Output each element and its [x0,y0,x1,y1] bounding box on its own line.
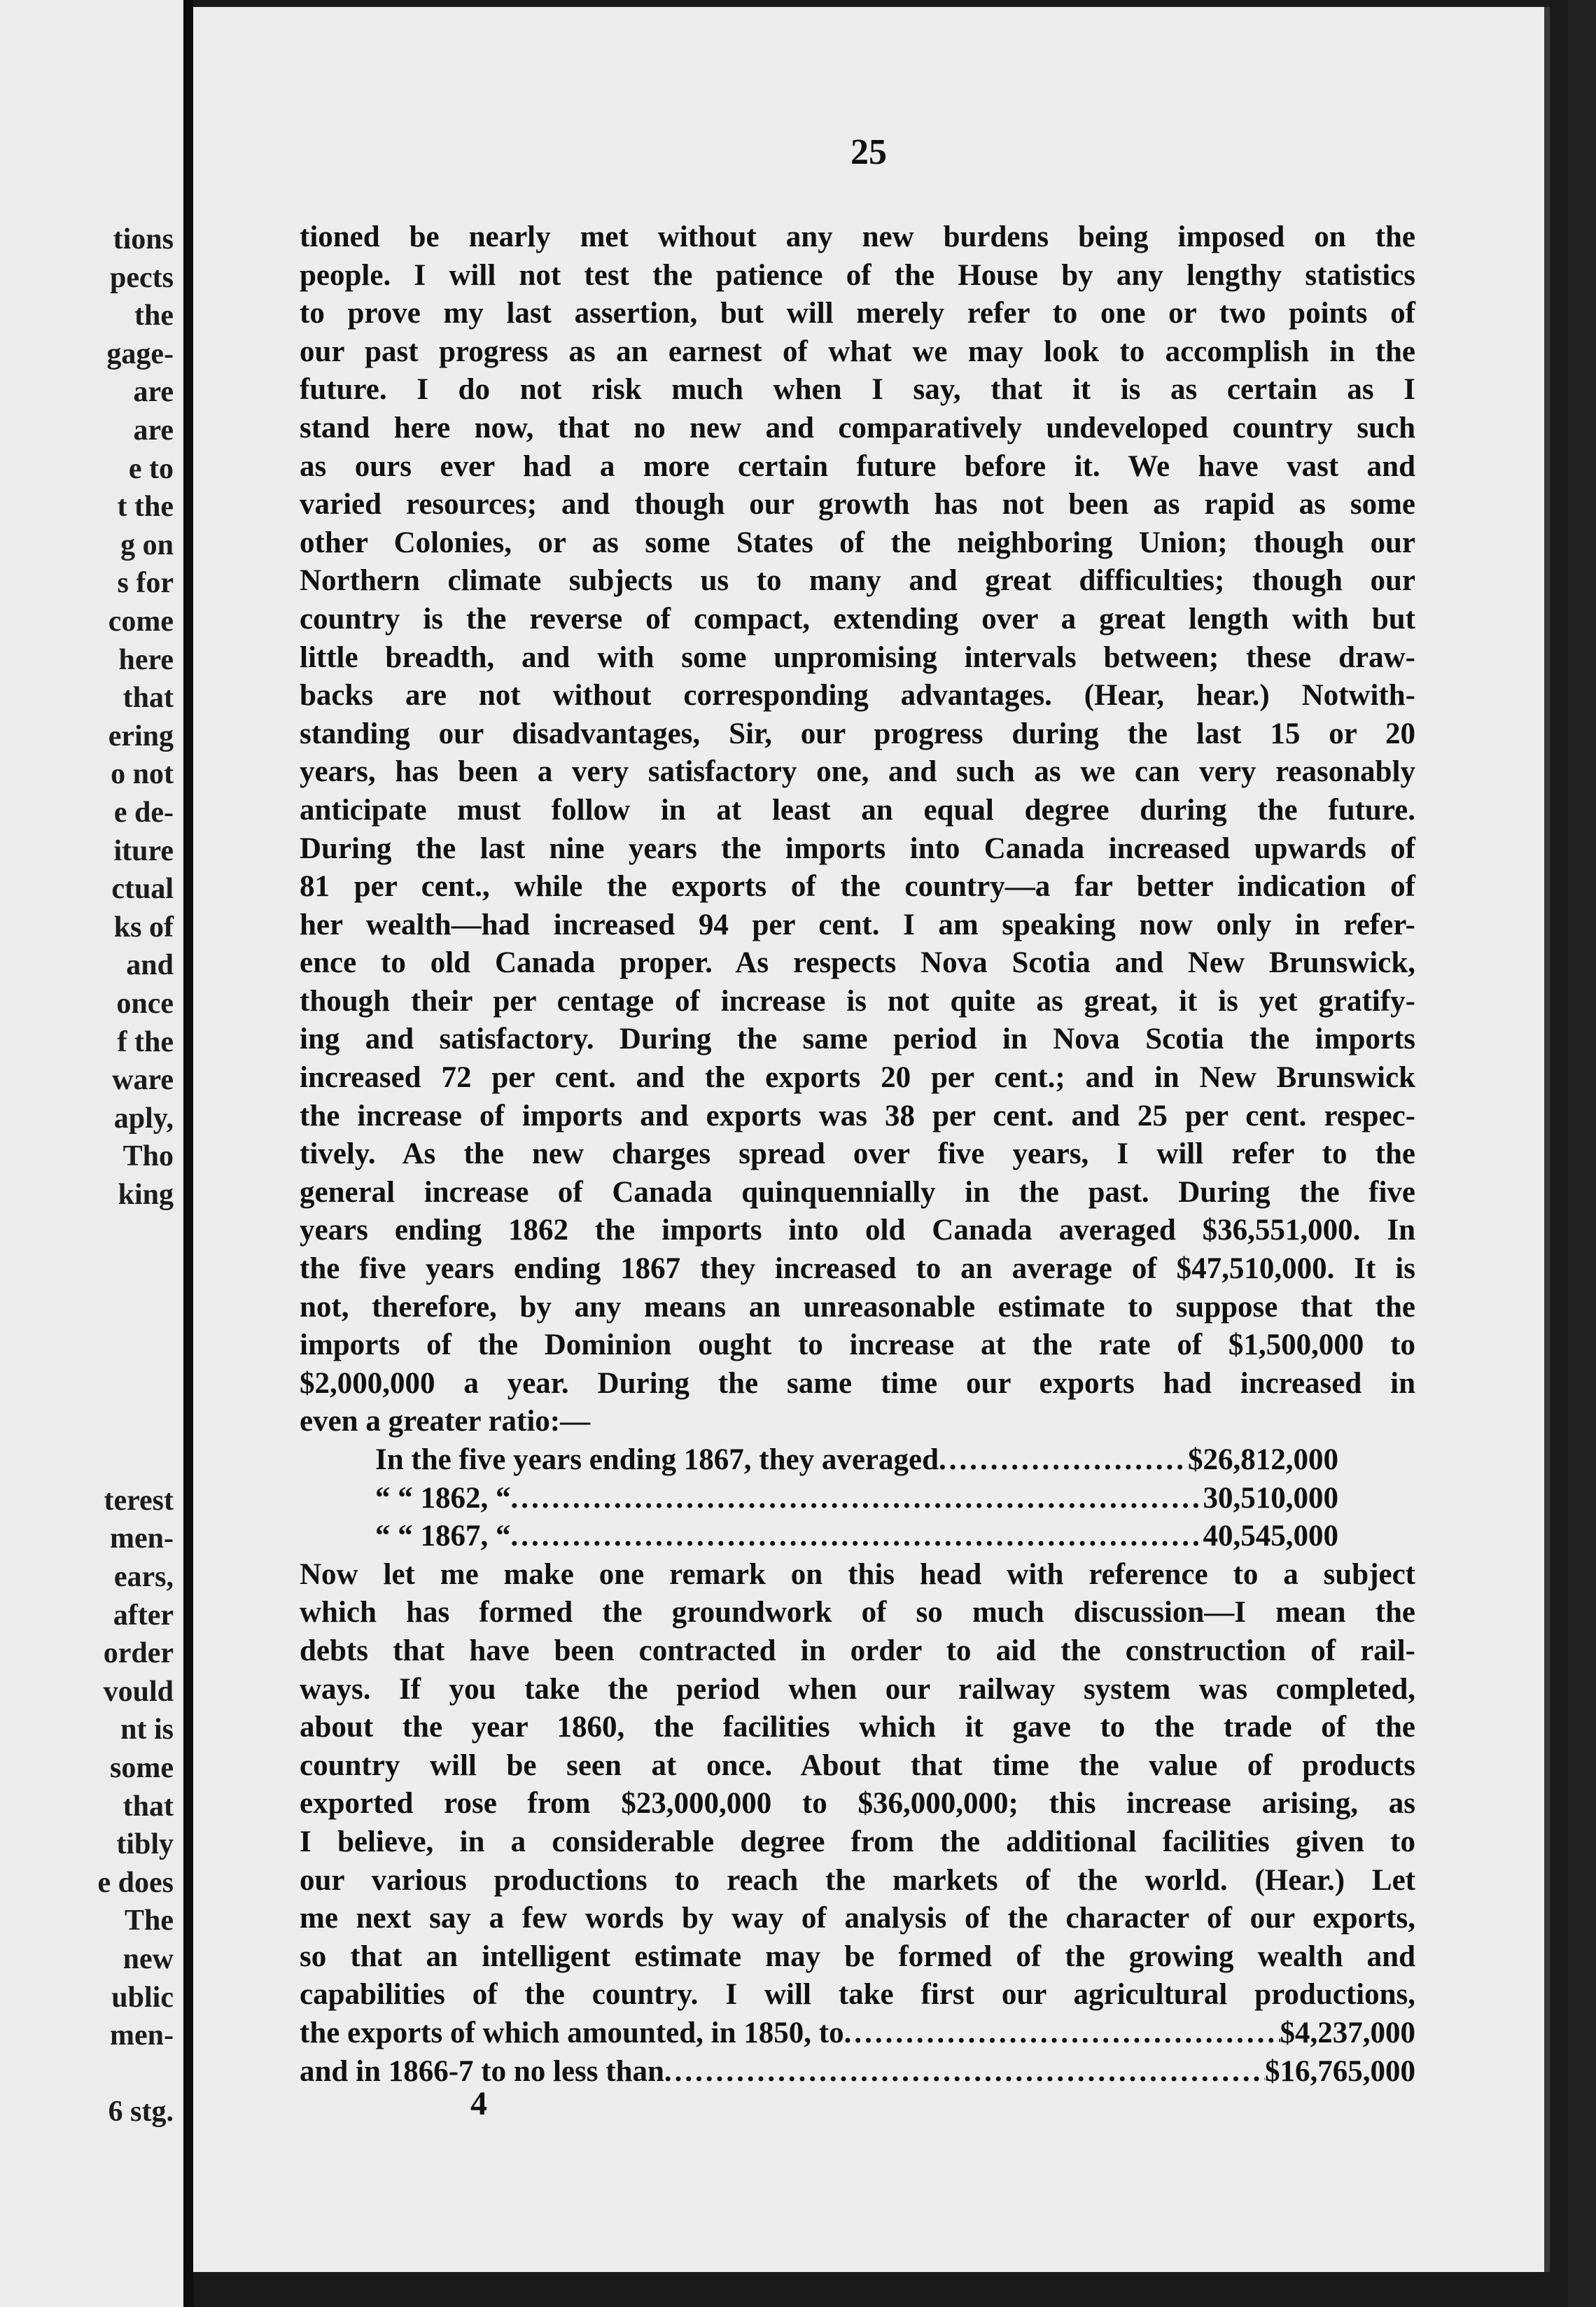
text-line: which has formed the groundwork of so much discussion—I mean the [300,1596,1415,1629]
text-line: Northern climate subjects us to many and great difficulties; though our [300,564,1415,598]
text-line: standing our disadvantages, Sir, our progress during the last 15 or 20 [300,717,1415,750]
left-page-line: o not [111,758,174,791]
leader-dots [939,1441,1188,1480]
left-page-line: and [126,949,174,982]
left-page-line: ctual [111,873,174,906]
ledger-label: and in 1866-7 to no less than [300,2054,664,2088]
left-page-line: terest [104,1484,174,1517]
ledger-amount: $16,765,000 [1265,2054,1415,2088]
text-line: me next say a few words by way of analysis of the character of our exports, [300,1902,1415,1935]
text-line: ways. If you take the period when our railway system was completed, [300,1672,1415,1706]
text-line: our various productions to reach the markets of the world. (Hear.) Let [300,1863,1415,1897]
left-page-line: ks of [113,911,174,944]
text-line: anticipate must follow in at least an equal degree during the future. [300,793,1415,827]
signature-mark: 4 [470,2085,487,2122]
left-page-line: are [133,414,174,447]
book-gutter [183,0,193,2307]
left-page-line: ware [112,1064,174,1097]
text-line: future. I do not risk much when I say, that it is as certain as I [300,373,1415,407]
ledger-amount: 40,545,000 [1203,1520,1338,1553]
ledger-amount: $4,237,000 [1280,2016,1415,2049]
text-line: our past progress as an earnest of what we may look to accomplish in the [300,335,1415,368]
text-line: to prove my last assertion, but will merely refer to one or two points of [300,297,1415,330]
left-page-line: ublic [111,1981,174,2014]
text-line: 81 per cent., while the exports of the country—a far better indication of [300,870,1415,904]
left-page-line: The [124,1905,174,1937]
left-page-line: here [118,643,174,676]
text-line: varied resources; and though our growth has not been as rapid as some [300,488,1415,521]
left-page-line: s for [117,567,174,600]
text-line: I believe, in a considerable degree from the additional facilities given to [300,1825,1415,1858]
left-page-line: e de- [113,797,174,829]
text-line: tively. As the new charges spread over five years, I will refer to the [300,1137,1415,1171]
text-line: Now let me make one remark on this head with reference to a subject [300,1557,1415,1591]
text-line: debts that have been contracted in order to aid the construction of rail- [300,1634,1415,1667]
text-line: years ending 1862 the imports into old Canada averaged $36,551,000. In [300,1214,1415,1247]
left-page-line: come [108,605,174,638]
text-line: tioned be nearly met without any new burdens being imposed on the [300,220,1415,253]
ledger-row [300,1517,1415,1556]
left-page-line: Tho [122,1140,174,1173]
text-line: about the year 1860, the facilities which it gave to the trade of the [300,1711,1415,1744]
page-number: 25 [850,132,887,172]
ledger-row [300,1480,1415,1518]
text-line: capabilities of the country. I will take first our agricultural productions, [300,1978,1415,2012]
ledger-row [300,2014,1415,2053]
text-line: the increase of imports and exports was 38 per cent. and 25 per cent. respec- [300,1099,1415,1133]
ledger-amount: $26,812,000 [1188,1443,1338,1476]
leader-dots [511,1480,1203,1518]
left-page-line: tibly [116,1828,174,1861]
ledger-label: “ “ 1862, “ [375,1481,511,1515]
left-page-line: iture [113,834,174,867]
left-page-line: g on [120,528,174,561]
left-page-line: tions [113,223,174,255]
left-page-line: men- [110,2019,174,2052]
left-page-line: that [122,682,174,715]
left-page-line: order [103,1637,174,1670]
leader-dots [511,1517,1203,1556]
paragraph-1 [300,218,1415,1441]
text-line: ing and satisfactory. During the same period in Nova Scotia the imports [300,1023,1415,1056]
left-page-line: gage- [106,337,174,370]
paragraph-2 [300,1556,1415,2014]
left-page-line: e to [128,452,174,485]
left-page-line: some [110,1752,174,1784]
text-line: country is the reverse of compact, extending over a great length with but [300,602,1415,636]
leader-dots [844,2014,1280,2053]
ledger-label: the exports of which amounted, in 1850, to [300,2016,844,2049]
text-line: general increase of Canada quinquennially in the past. During the five [300,1175,1415,1209]
left-page-line: aply, [113,1102,174,1135]
ledger-row [300,1441,1415,1480]
agricultural-exports-table [300,2014,1415,2091]
text-line: so that an intelligent estimate may be formed of the growing wealth and [300,1940,1415,1973]
text-line: people. I will not test the patience of the House by any lengthy statistics [300,258,1415,292]
text-line: the five years ending 1867 they increased to an average of $47,510,000. It is [300,1252,1415,1286]
text-line: years, has been a very satisfactory one, and such as we can very reasonably [300,755,1415,789]
left-page-line: once [116,988,174,1020]
text-line: other Colonies, or as some States of the neighboring Union; though our [300,526,1415,559]
text-line: ence to old Canada proper. As respects Nova Scotia and New Brunswick, [300,946,1415,980]
text-line: exported rose from $23,000,000 to $36,000,000; this increase arising, as [300,1787,1415,1821]
left-page-line: f the [117,1025,174,1058]
text-line: backs are not without corresponding advantages. (Hear, hear.) Notwith- [300,679,1415,713]
left-page-line: 6 stg. [108,2096,174,2129]
text-line: imports of the Dominion ought to increase at the rate of $1,500,000 to [300,1328,1415,1362]
ledger-label: In the five years ending 1867, they averaged [375,1443,939,1476]
text-line: as ours ever had a more certain future before it. We have vast and [300,449,1415,483]
ledger-label: “ “ 1867, “ [375,1520,511,1553]
left-page-line: king [118,1179,174,1211]
left-page-line: the [134,300,174,332]
left-page-line: nt is [120,1713,174,1746]
leader-dots [664,2053,1265,2091]
left-page-line: after [113,1599,174,1632]
text-line: even a greater ratio:— [300,1405,591,1438]
left-page-line: ears, [113,1561,174,1593]
left-page-line: e does [97,1866,174,1899]
page-edge [1568,0,1596,2307]
left-page-line: men- [110,1522,174,1555]
text-line: though their per centage of increase is not quite as great, it is yet gratify- [300,984,1415,1018]
left-page-line: are [133,376,174,409]
text-line: During the last nine years the imports into Canada increased upwards of [300,832,1415,865]
right-page [193,7,1550,2272]
text-line: stand here now, that no new and comparatively undeveloped country such [300,411,1415,444]
left-page-line: t the [117,491,174,524]
left-page-line: ering [108,720,174,752]
left-page [0,0,188,2307]
body-text [300,218,1415,2091]
left-page-line: new [122,1943,174,1975]
text-line: country will be seen at once. About that time the value of products [300,1748,1415,1782]
exports-table [300,1441,1415,1556]
text-line: not, therefore, by any means an unreasonable estimate to suppose that the [300,1290,1415,1324]
text-line: increased 72 per cent. and the exports 20 per cent.; and in New Brunswick [300,1061,1415,1095]
text-line: $2,000,000 a year. During the same time our exports had increased in [300,1366,1415,1400]
left-page-line: vould [103,1675,174,1708]
text-line: her wealth—had increased 94 per cent. I am speaking now only in refer- [300,908,1415,941]
left-page-line: that [122,1790,174,1823]
ledger-amount: 30,510,000 [1203,1481,1338,1515]
ledger-row [300,2053,1415,2091]
text-line: little breadth, and with some unpromising intervals between; these draw- [300,640,1415,674]
left-page-line: pects [110,261,174,294]
